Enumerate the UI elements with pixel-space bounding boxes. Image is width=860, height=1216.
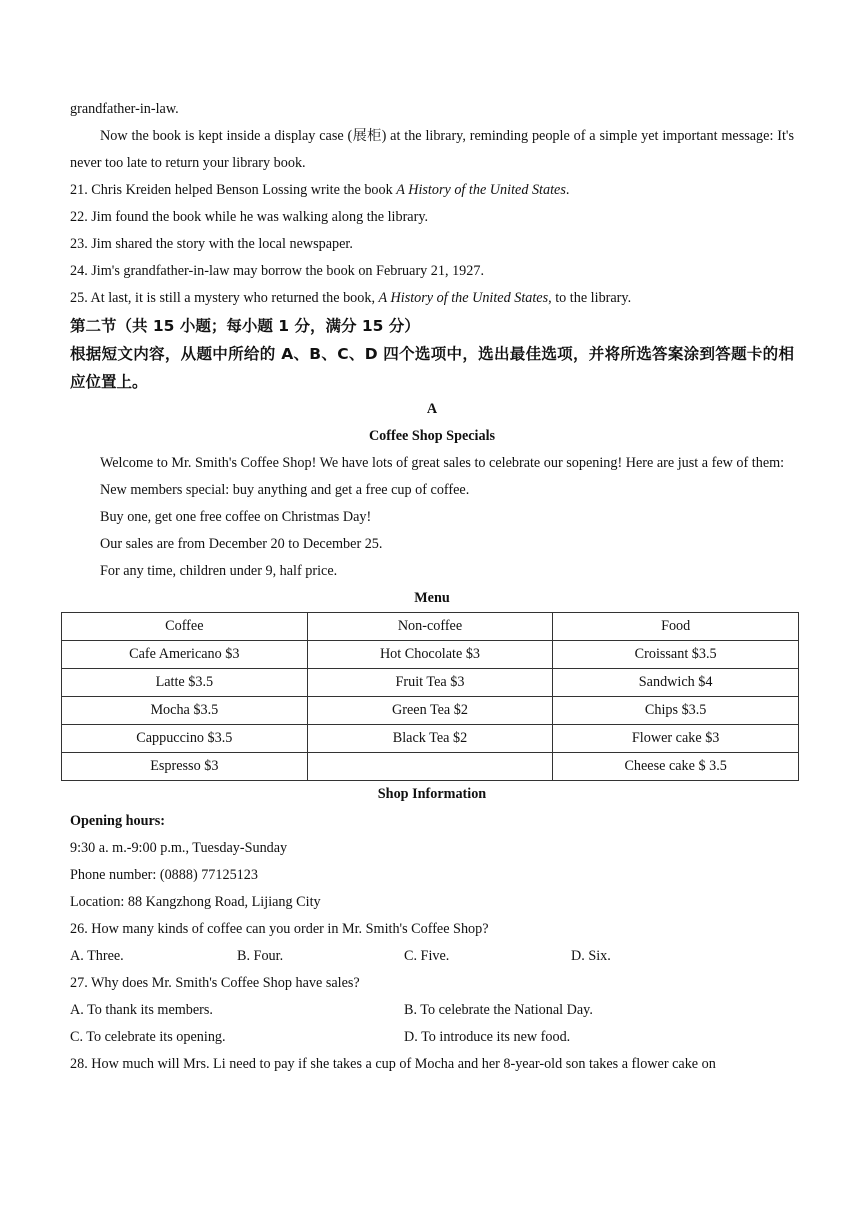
question-24: 24. Jim's grandfather-in-law may borrow the book on February 21, 1927.	[70, 263, 485, 279]
question-22: 22. Jim found the book while he was walking along the library.	[70, 209, 429, 225]
menu-row	[62, 669, 799, 697]
menu-cell: Fruit Tea $3	[307, 669, 553, 697]
question-28-stem: 28. How much will Mrs. Li need to pay if she takes a cup of Mocha and her 8-year-old son takes a flower cake on	[70, 1056, 716, 1072]
hours-label: Opening hours:	[70, 813, 166, 829]
option-c: C. To celebrate its opening.	[70, 1029, 226, 1045]
section-heading: 第二节（共 15 小题；每小题 1 分，满分 15 分）	[70, 317, 420, 335]
special-item: For any time, children under 9, half price.	[100, 563, 338, 579]
menu-cell: Latte $3.5	[62, 669, 308, 697]
question-21: 21. Chris Kreiden helped Benson Lossing write the book A History of the United States.	[70, 182, 570, 198]
menu-cell: Chips $3.5	[553, 697, 799, 725]
hours-text: 9:30 a. m.-9:00 p.m., Tuesday-Sunday	[70, 840, 288, 856]
special-item: Our sales are from December 20 to December 25.	[100, 536, 383, 552]
menu-cell	[307, 753, 553, 781]
menu-header-row	[62, 613, 799, 641]
option-d: D. Six.	[571, 948, 611, 964]
menu-row	[62, 641, 799, 669]
question-26-options	[70, 943, 794, 970]
option-b: B. To celebrate the National Day.	[404, 1002, 593, 1018]
menu-cell: Cafe Americano $3	[62, 641, 308, 669]
menu-cell: Black Tea $2	[307, 725, 553, 753]
question-27-options-row2	[70, 1024, 794, 1051]
passage-letter: A	[426, 401, 438, 417]
phone-text: Phone number: (0888) 77125123	[70, 867, 258, 883]
menu-row	[62, 753, 799, 781]
menu-cell: Flower cake $3	[553, 725, 799, 753]
menu-cell: Croissant $3.5	[553, 641, 799, 669]
menu-table	[61, 612, 799, 781]
question-27-stem: 27. Why does Mr. Smith's Coffee Shop have sales?	[70, 975, 360, 991]
question-25: 25. At last, it is still a mystery who returned the book, A History of the United States, to the library.	[70, 290, 632, 306]
menu-cell: Sandwich $4	[553, 669, 799, 697]
menu-cell: Green Tea $2	[307, 697, 553, 725]
question-27-options-row1	[70, 997, 794, 1024]
menu-header-cell: Food	[553, 613, 799, 641]
passage-title: Coffee Shop Specials	[368, 428, 496, 444]
true-false-questions	[70, 177, 794, 312]
menu-header-cell: Coffee	[62, 613, 308, 641]
special-item: New members special: buy anything and get a free cup of coffee.	[100, 482, 470, 498]
menu-cell: Espresso $3	[62, 753, 308, 781]
menu-row	[62, 697, 799, 725]
menu-cell: Cappuccino $3.5	[62, 725, 308, 753]
question-26-stem: 26. How many kinds of coffee can you order in Mr. Smith's Coffee Shop?	[70, 921, 489, 937]
option-d: D. To introduce its new food.	[404, 1029, 571, 1045]
passage-paragraph: Now the book is kept inside a display case (展柜) at the library, reminding people of a simple yet important message: It's never too late to return your library book.	[70, 128, 794, 171]
section-instruction: 根据短文内容，从题中所给的 A、B、C、D 四个选项中，选出最佳选项，并将所选答案涂到答题卡的相应位置上。	[70, 345, 794, 391]
menu-cell: Cheese cake $ 3.5	[553, 753, 799, 781]
option-a: A. Three.	[70, 948, 124, 964]
info-title: Shop Information	[377, 786, 487, 802]
question-23: 23. Jim shared the story with the local newspaper.	[70, 236, 353, 252]
menu-row	[62, 725, 799, 753]
menu-header-cell: Non-coffee	[307, 613, 553, 641]
passage-intro: Welcome to Mr. Smith's Coffee Shop! We have lots of great sales to celebrate our sopening! Here are just a few of them:	[100, 455, 785, 471]
special-item: Buy one, get one free coffee on Christmas Day!	[100, 509, 372, 525]
document-page	[70, 96, 794, 1078]
menu-title: Menu	[414, 590, 450, 606]
option-a: A. To thank its members.	[70, 1002, 213, 1018]
location-text: Location: 88 Kangzhong Road, Lijiang City	[70, 894, 321, 910]
menu-cell: Hot Chocolate $3	[307, 641, 553, 669]
passage-line: grandfather-in-law.	[70, 101, 179, 117]
option-c: C. Five.	[404, 948, 450, 964]
option-b: B. Four.	[237, 948, 284, 964]
menu-cell: Mocha $3.5	[62, 697, 308, 725]
